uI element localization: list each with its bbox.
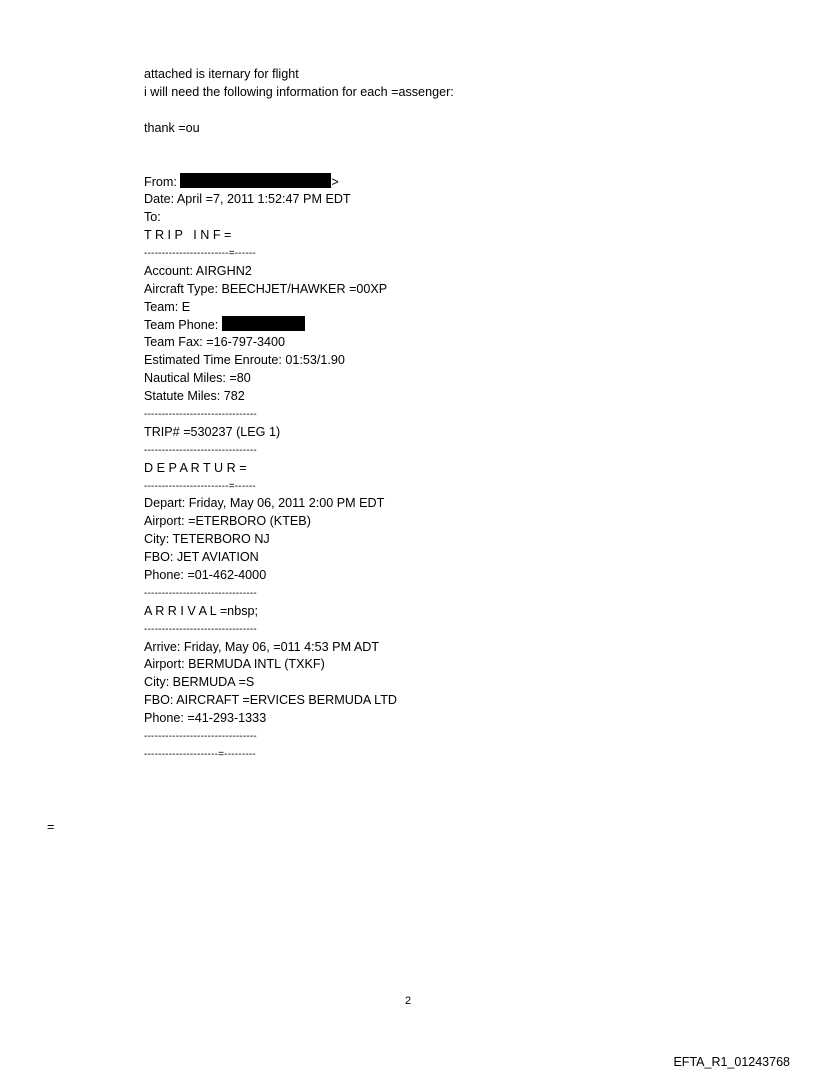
from-label: From: — [144, 175, 177, 190]
account-line: Account: AIRGHN2 — [144, 263, 252, 278]
nautical-miles-line: Nautical Miles: =80 — [144, 371, 251, 386]
redaction-bar — [222, 316, 305, 331]
team-fax-line: Team Fax: =16-797-3400 — [144, 335, 286, 350]
arrive-line: Arrive: Friday, May 06, =011 4:53 PM ADT — [144, 639, 380, 654]
intro-line-2: i will need the following information for each =assenger: — [144, 84, 454, 99]
team-line: Team: E — [144, 299, 191, 314]
to-line: To: — [144, 210, 161, 225]
separator: -------------------------------- — [144, 730, 257, 742]
team-phone-label: Team Phone: — [144, 318, 219, 333]
aircraft-type-line: Aircraft Type: BEECHJET/HAWKER =00XP — [144, 281, 388, 296]
departure-fbo-line: FBO: JET AVIATION — [144, 550, 259, 565]
departure-airport-line: Airport: =ETERBORO (KTEB) — [144, 514, 311, 529]
separator: -------------------------------- — [144, 408, 257, 420]
separator: -------------------------------- — [144, 587, 257, 599]
email-body — [144, 66, 744, 764]
departure-heading: D E P A R T U R = — [144, 460, 247, 475]
arrival-city-line: City: BERMUDA =S — [144, 675, 255, 690]
ete-line: Estimated Time Enroute: 01:53/1.90 — [144, 353, 345, 368]
separator: -------------------------------- — [144, 623, 257, 635]
separator: -------------------------------- — [144, 444, 257, 456]
separator: ------------------------=------ — [144, 247, 256, 259]
from-suffix: > — [331, 175, 339, 190]
depart-line: Depart: Friday, May 06, 2011 2:00 PM EDT — [144, 496, 385, 511]
trip-number-line: TRIP# =530237 (LEG 1) — [144, 424, 281, 439]
arrival-phone-line: Phone: =41-293-1333 — [144, 711, 267, 726]
page-number: 2 — [404, 995, 412, 1007]
departure-city-line: City: TETERBORO NJ — [144, 532, 270, 547]
trip-info-heading: T R I P I N F = — [144, 228, 232, 243]
document-id: EFTA_R1_01243768 — [673, 1055, 790, 1069]
blank-line — [144, 102, 744, 120]
departure-phone-line: Phone: =01-462-4000 — [144, 567, 267, 582]
arrival-heading: A R R I V A L =nbsp; — [144, 603, 258, 618]
arrival-airport-line: Airport: BERMUDA INTL (TXKF) — [144, 657, 325, 672]
separator: ------------------------=------ — [144, 480, 256, 492]
date-line: Date: April =7, 2011 1:52:47 PM EDT — [144, 192, 351, 207]
thanks-line: thank =ou — [144, 120, 200, 135]
intro-line-1: attached is iternary for flight — [144, 67, 299, 81]
stray-equals-mark: = — [47, 820, 55, 834]
separator: ---------------------=--------- — [144, 748, 256, 760]
redaction-bar — [180, 173, 331, 188]
blank-lines — [144, 138, 744, 174]
from-line — [144, 173, 744, 191]
arrival-fbo-line: FBO: AIRCRAFT =ERVICES BERMUDA LTD — [144, 693, 397, 708]
team-phone-line — [144, 316, 744, 334]
statute-miles-line: Statute Miles: 782 — [144, 389, 245, 404]
